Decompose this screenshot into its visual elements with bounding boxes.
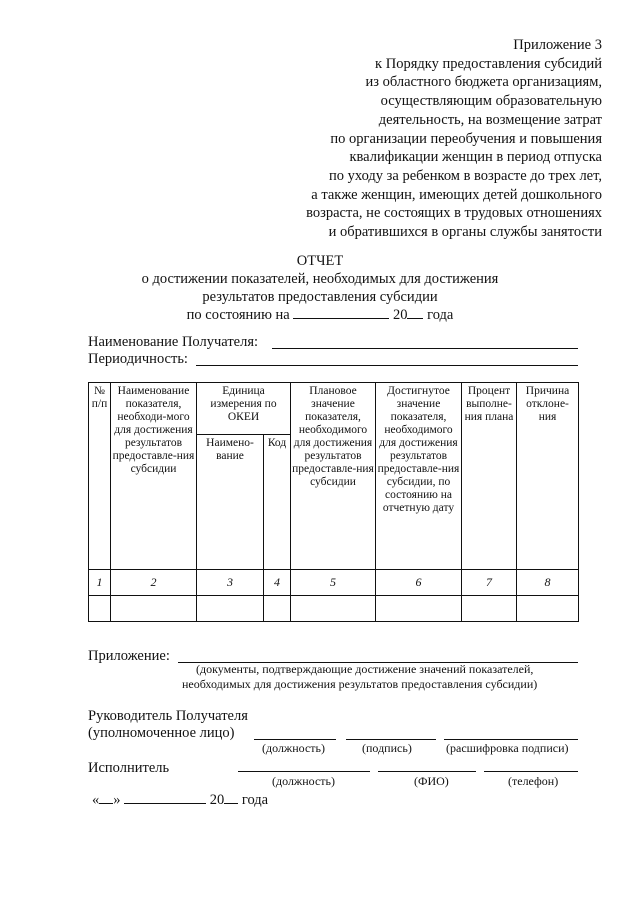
header-achieved: Достигнутое значение показателя, необходимого для достижения результатов предоставле-ния субсидии, по состоянию на отчетную дату (376, 383, 462, 570)
header-reason: Причина отклоне-ния (517, 383, 579, 570)
head-label-line1: Руководитель Получателя (88, 708, 248, 724)
table-cell[interactable] (197, 596, 264, 622)
column-number: 7 (462, 570, 517, 596)
periodicity-input-line[interactable] (196, 365, 578, 366)
appendix-line: по организации переобучения и повышения (330, 130, 602, 147)
appendix-line: к Порядку предоставления субсидий (375, 55, 602, 72)
executor-phone-caption: (телефон) (508, 774, 559, 788)
appendix-line: по уходу за ребенком в возрасте до трех лет, (328, 167, 602, 184)
column-number: 6 (376, 570, 462, 596)
head-decoding-caption: (расшифровка подписи) (446, 741, 569, 755)
appendix-line: и обратившихся в органы службы занятости (328, 224, 602, 241)
appendix-line: а также женщин, имеющих детей дошкольного (311, 186, 602, 203)
date-blank[interactable] (293, 306, 389, 319)
appendix-line: Приложение 3 (513, 37, 602, 53)
year-blank[interactable] (407, 306, 423, 319)
recipient-label: Наименование Получателя: (88, 334, 259, 350)
appendix-line: деятельность, на возмещение затрат (378, 111, 602, 128)
report-heading: ОТЧЕТ (296, 253, 344, 269)
attachment-note-line1: (документы, подтверждающие достижение значений показателей, (196, 662, 534, 676)
header-planned: Плановое значение показателя, необходимого для достижения результатов предоставле-ния субсидии (291, 383, 376, 570)
executor-phone-line[interactable] (484, 771, 578, 772)
appendix-line: возраста, не состоящих в трудовых отношениях (306, 205, 602, 222)
column-number: 3 (197, 570, 264, 596)
head-decoding-line[interactable] (444, 739, 578, 740)
executor-fio-line[interactable] (378, 771, 476, 772)
header-unit-name: Наимено-вание (197, 435, 264, 570)
periodicity-label: Периодичность: (88, 351, 188, 367)
attachment-note-line2: необходимых для достижения результатов предоставления субсидии) (182, 677, 538, 691)
header-percent: Процент выполне-ния плана (462, 383, 517, 570)
table-cell[interactable] (264, 596, 291, 622)
appendix-line: квалификации женщин в период отпуска (349, 149, 602, 166)
report-subtitle-line2: результатов предоставления субсидии (202, 289, 438, 305)
column-number: 5 (291, 570, 376, 596)
head-signature-caption: (подпись) (362, 741, 412, 755)
appendix-line: осуществляющим образовательную (380, 93, 602, 110)
executor-label: Исполнитель (88, 760, 170, 776)
attachment-label: Приложение: (88, 648, 170, 664)
date-suffix: года (427, 307, 454, 323)
header-indicator: Наименование показателя, необходи-мого для достижения результатов предоставле-ния субсидии (111, 383, 197, 570)
date-prefix: по состоянию на (186, 307, 290, 323)
column-number: 1 (89, 570, 111, 596)
report-title-block (0, 252, 640, 324)
table-cell[interactable] (376, 596, 462, 622)
appendix-header (306, 36, 602, 242)
year-blank[interactable] (224, 791, 238, 804)
head-signature-line[interactable] (346, 739, 436, 740)
head-position-caption: (должность) (262, 741, 325, 755)
head-position-line[interactable] (254, 739, 336, 740)
header-unit: Единица измерения по ОКЕИ (197, 383, 291, 435)
column-number: 4 (264, 570, 291, 596)
header-unit-code: Код (264, 435, 291, 570)
executor-fio-caption: (ФИО) (414, 774, 449, 788)
date-close-quote: » (113, 792, 121, 808)
month-blank[interactable] (124, 791, 206, 804)
report-subtitle-line1: о достижении показателей, необходимых для достижения (141, 271, 499, 287)
column-number: 8 (517, 570, 579, 596)
executor-position-caption: (должность) (272, 774, 335, 788)
head-label-line2: (уполномоченное лицо) (88, 725, 235, 741)
table-cell[interactable] (291, 596, 376, 622)
executor-position-line[interactable] (238, 771, 370, 772)
table-cell[interactable] (517, 596, 579, 622)
header-num: № п/п (89, 383, 111, 570)
date-suffix: года (241, 792, 269, 808)
column-number: 2 (111, 570, 197, 596)
date-line (92, 791, 268, 809)
report-date-line (0, 306, 640, 324)
day-blank[interactable] (99, 791, 113, 804)
table-cell[interactable] (89, 596, 111, 622)
indicators-table (88, 382, 579, 622)
recipient-input-line[interactable] (272, 348, 578, 349)
date-year-prefix: 20 (392, 307, 408, 323)
date-year-prefix: 20 (209, 792, 225, 808)
date-open-quote: « (92, 792, 100, 808)
table-cell[interactable] (111, 596, 197, 622)
appendix-line: из областного бюджета организациям, (365, 74, 602, 91)
table-cell[interactable] (462, 596, 517, 622)
